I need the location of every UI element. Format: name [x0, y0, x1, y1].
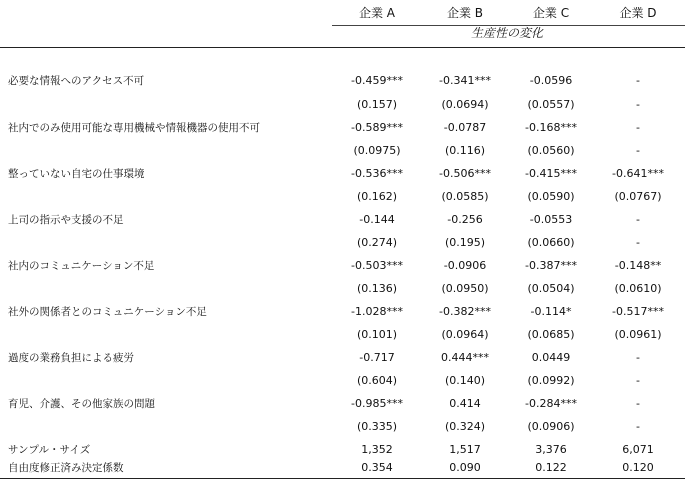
column-header-a: 企業 A [358, 6, 396, 20]
stat-cell: 3,376 [535, 443, 567, 456]
coef-cell: -0.382*** [439, 305, 491, 318]
row-label: 必要な情報へのアクセス不可 [8, 75, 145, 87]
se-cell: (0.0975) [353, 144, 401, 157]
coef-cell: -0.503*** [351, 259, 403, 272]
coef-cell: 0.444*** [441, 351, 489, 364]
table-row [0, 301, 685, 323]
row-label: 過度の業務負担による疲労 [8, 352, 134, 364]
table-row [0, 393, 685, 415]
row-label: 社内でのみ使用可能な専用機械や情報機器の使用不可 [8, 122, 260, 134]
coef-cell: -0.341*** [439, 74, 491, 87]
coef-cell: - [636, 74, 640, 87]
stat-cell: 0.120 [622, 461, 654, 474]
column-header-c: 企業 C [532, 6, 570, 20]
coef-cell: -1.028*** [351, 305, 403, 318]
coef-cell: -0.144 [359, 213, 395, 226]
se-cell: (0.0685) [527, 328, 575, 341]
se-cell: (0.116) [444, 144, 486, 157]
coef-cell: 0.414 [449, 397, 481, 410]
coef-cell: - [636, 351, 640, 364]
se-cell: (0.136) [356, 282, 398, 295]
coef-cell: -0.0553 [529, 213, 573, 226]
se-cell: (0.604) [356, 374, 398, 387]
row-label: 社内のコミュニケーション不足 [8, 260, 155, 272]
se-cell: (0.324) [444, 420, 486, 433]
adjusted-r2-row [0, 457, 685, 479]
se-cell: - [636, 236, 640, 249]
coef-cell: -0.415*** [525, 167, 577, 180]
stat-cell: 0.122 [535, 461, 567, 474]
se-cell: - [636, 144, 640, 157]
se-row [0, 324, 685, 346]
se-row [0, 94, 685, 116]
se-cell: (0.0660) [527, 236, 575, 249]
stat-cell: 0.354 [361, 461, 393, 474]
coef-cell: -0.517*** [612, 305, 664, 318]
table-row [0, 117, 685, 139]
se-row [0, 186, 685, 208]
se-cell: (0.0504) [527, 282, 575, 295]
se-cell: (0.0590) [527, 190, 575, 203]
se-cell: (0.0694) [441, 98, 489, 111]
coef-cell: -0.985*** [351, 397, 403, 410]
se-cell: (0.0992) [527, 374, 575, 387]
se-row [0, 370, 685, 392]
row-label: サンプル・サイズ [8, 444, 91, 456]
se-cell: (0.0950) [441, 282, 489, 295]
row-label: 整っていない自宅の仕事環境 [8, 168, 145, 180]
column-header-b: 企業 B [446, 6, 484, 20]
se-cell: (0.0610) [614, 282, 662, 295]
coef-cell: -0.0596 [529, 74, 573, 87]
se-cell: (0.0767) [614, 190, 662, 203]
coef-cell: -0.641*** [612, 167, 664, 180]
se-cell: (0.101) [356, 328, 398, 341]
se-cell: (0.335) [356, 420, 398, 433]
coef-cell: -0.506*** [439, 167, 491, 180]
row-label: 上司の指示や支援の不足 [8, 214, 124, 226]
coef-cell: 0.0449 [531, 351, 571, 364]
se-cell: (0.0585) [441, 190, 489, 203]
se-cell: (0.162) [356, 190, 398, 203]
bottom-rule [0, 478, 685, 479]
coef-cell: -0.0787 [443, 121, 487, 134]
se-cell: (0.0961) [614, 328, 662, 341]
se-cell: (0.140) [444, 374, 486, 387]
se-row [0, 140, 685, 162]
se-cell: (0.0906) [527, 420, 575, 433]
coef-cell: -0.114* [530, 305, 572, 318]
table-row [0, 70, 685, 92]
coef-cell: -0.536*** [351, 167, 403, 180]
se-cell: - [636, 420, 640, 433]
se-cell: - [636, 98, 640, 111]
row-label: 自由度修正済み決定係数 [8, 462, 124, 474]
coef-cell: -0.0906 [443, 259, 487, 272]
table-row [0, 347, 685, 369]
coef-cell: -0.387*** [525, 259, 577, 272]
stat-cell: 1,517 [449, 443, 481, 456]
se-cell: - [636, 374, 640, 387]
coef-cell: -0.168*** [525, 121, 577, 134]
stat-cell: 1,352 [361, 443, 393, 456]
coef-cell: - [636, 121, 640, 134]
coef-cell: -0.717 [359, 351, 395, 364]
row-label: 社外の関係者とのコミュニケーション不足 [8, 306, 207, 318]
table-row [0, 209, 685, 231]
se-cell: (0.0964) [441, 328, 489, 341]
table-row [0, 163, 685, 185]
se-cell: (0.0557) [527, 98, 575, 111]
se-cell: (0.195) [444, 236, 486, 249]
coef-cell: -0.256 [447, 213, 483, 226]
stat-cell: 0.090 [449, 461, 481, 474]
table-row [0, 255, 685, 277]
stat-cell: 6,071 [622, 443, 654, 456]
coef-cell: -0.148** [614, 259, 662, 272]
dependent-variable-label: 生産性の変化 [470, 26, 543, 40]
se-cell: (0.157) [356, 98, 398, 111]
column-header-d: 企業 D [619, 6, 657, 20]
coef-cell: - [636, 213, 640, 226]
se-row [0, 232, 685, 254]
se-row [0, 278, 685, 300]
se-cell: (0.274) [356, 236, 398, 249]
row-label: 育児、介護、その他家族の問題 [8, 398, 155, 410]
coef-cell: -0.459*** [351, 74, 403, 87]
top-rule [0, 47, 685, 48]
column-header-row [0, 2, 685, 24]
coef-cell: -0.589*** [351, 121, 403, 134]
se-cell: (0.0560) [527, 144, 575, 157]
coef-cell: -0.284*** [525, 397, 577, 410]
coef-cell: - [636, 397, 640, 410]
se-row [0, 416, 685, 438]
